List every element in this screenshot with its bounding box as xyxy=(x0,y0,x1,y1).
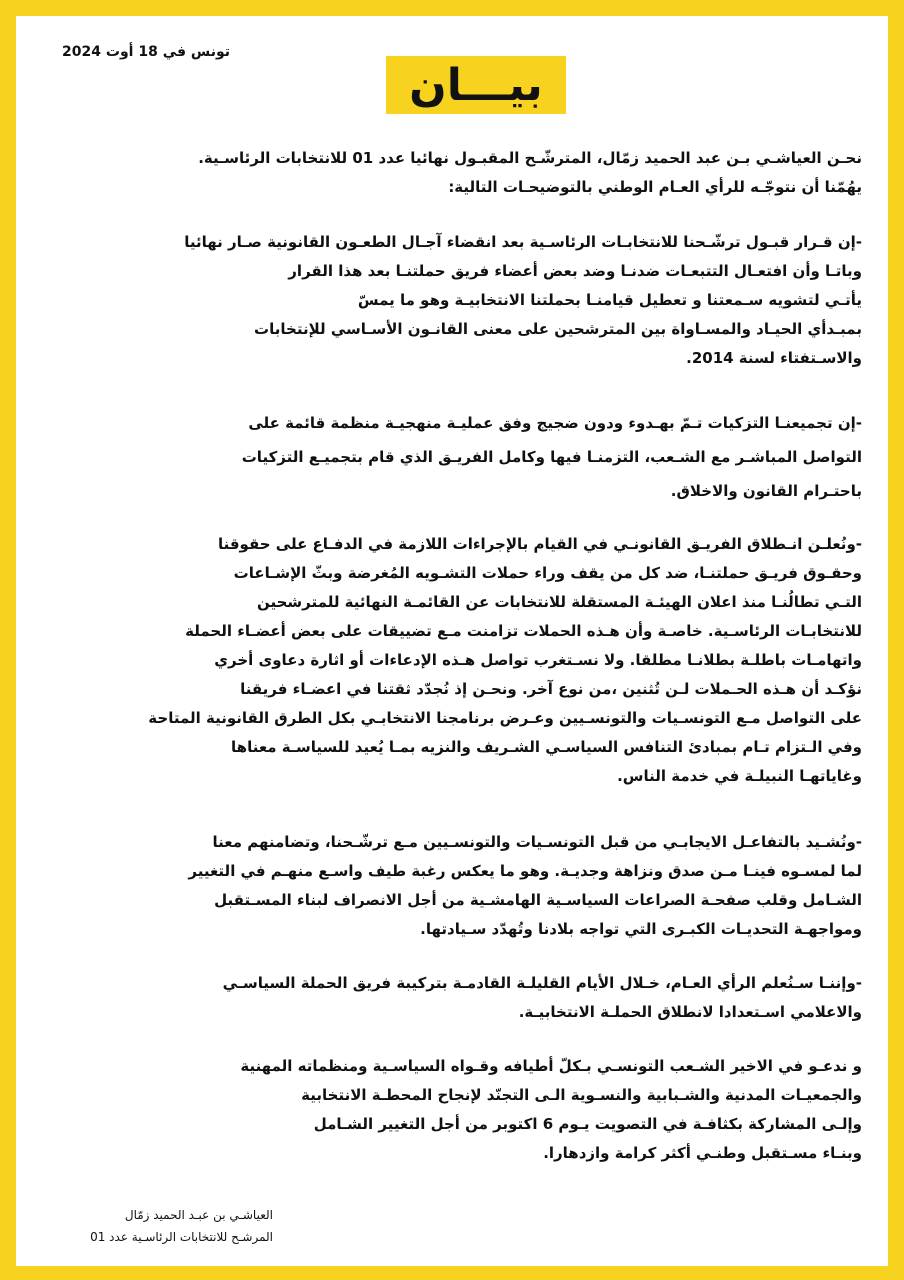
paragraph-line: وإلـى المشاركة بكثافـة في التصويت يـوم 6 اكتوبر من أجل التغيير الشـامل xyxy=(313,1115,862,1133)
paragraph-line: والاسـتفتاء لسنة 2014. xyxy=(686,349,862,367)
paragraph-legal-team xyxy=(40,530,862,791)
paragraph-line: لما لمسـوه فينـا مـن صدق ونزاهة وجديـة. وهو ما يعكس رغبة طيف واسـع منهـم في التغيير xyxy=(188,862,862,880)
paragraph-line: للانتخابـات الرئاسـية. خاصـة وأن هـذه الحملات تزامنت مـع تضييقات على بعض أعضـاء الحملة xyxy=(185,622,862,640)
paragraph-line: التـي تطالُنـا منذ اعلان الهيئـة المستقلة للانتخابات عن القائمـة النهائية للمترشحين xyxy=(257,593,862,611)
signature-block xyxy=(90,1204,273,1248)
paragraph-line: و ندعـو في الاخير الشـعب التونسـي بـكلّ أطيافه وقـواه السياسـية ومنظماته المهنية xyxy=(240,1057,862,1075)
paragraph-line: يأتـي لتشويه سـمعتنا و تعطيل قيامنـا بحملتنا الانتخابيـة وهو ما يمسّ xyxy=(357,291,862,309)
date-line: تونس في 18 أوت 2024 xyxy=(62,44,230,60)
paragraph-line: على التواصل مـع التونسـيات والتونسـيين وعـرض برنامجنا الانتخابـي بكل الطرق القانونية المتاحة xyxy=(148,709,862,727)
paragraph-line: باحتـرام القانون والاخلاق. xyxy=(670,482,862,500)
paragraph-line: الشـامل وقلب صفحـة الصراعات السياسـية الهامشـية من أجل الانصراف لبناء المسـتقبل xyxy=(214,891,862,909)
paragraph-line: وفي الـتزام تـام بمبادئ التنافس السياسـي الشـريف والنزيه بمـا يُعيد للسياسـة معناها xyxy=(231,738,862,756)
paragraph-praise xyxy=(40,828,862,944)
paragraph-legal-finality xyxy=(40,228,862,373)
statement-page xyxy=(16,16,888,1266)
paragraph-line: -إن تجميعنـا التزكيات تـمّ بهـدوء ودون ضجيج وفق عمليـة منهجيـة منظمة قائمة على xyxy=(248,414,862,432)
paragraph-line: وغاياتهـا النبيلـة في خدمة الناس. xyxy=(617,767,862,785)
paragraph-line: وباتـا وأن افتعـال التتبعـات ضدنـا وضد بعض أعضاء فريق حملتنـا بعد هذا القرار xyxy=(288,262,862,280)
paragraph-line: -إن قـرار قبـول ترشّـحنا للانتخابـات الرئاسـية بعد انقضاء آجـال الطعـون القانونية صـار نهائيا xyxy=(184,233,862,251)
paragraph-line: نؤكـد أن هـذه الحـملات لـن تُثنين ،من نوع آخر. ونحـن إذ نُجدّد ثقتنا في اعضـاء فريقنا xyxy=(240,680,862,698)
signature-name: العياشـي بن عبـد الحميد زمّال xyxy=(124,1208,273,1222)
title-banner xyxy=(386,56,566,114)
intro-line: نحـن العياشـي بـن عبد الحميد زمّال، المترشّـح المقبـول نهائيا عدد 01 للانتخابات الرئاسـية. xyxy=(198,149,862,167)
page-title: بيـــان xyxy=(409,59,543,111)
paragraph-line: وبنـاء مسـتقبل وطنـي أكثر كرامة وازدهارا. xyxy=(543,1144,862,1162)
paragraph-line: واتهامـات باطلـة بطلانـا مطلقا. ولا نسـتغرب تواصل هـذه الإدعاءات أو اثارة دعاوى أخري xyxy=(214,651,862,669)
paragraph-line: التواصل المباشـر مع الشـعب، التزمنـا فيها وكامل الفريـق الذي قام بتجميـع التزكيات xyxy=(241,448,862,466)
intro-block xyxy=(40,144,862,202)
paragraph-endorsements xyxy=(40,406,862,508)
paragraph-line: وحقـوق فريـق حملتنـا، ضد كل من يقف وراء حملات التشـويه المُغرضة وبثّ الإشـاعات xyxy=(233,564,862,582)
paragraph-line: -وإننـا سـنُعلم الرأي العـام، خـلال الأيام القليلـة القادمـة بتركيبة فريق الحملة السياسـي xyxy=(222,974,862,992)
paragraph-line: والجمعيـات المدنية والشـبابية والنسـوية الـى التجنّد لإنجاح المحطـة الانتخابية xyxy=(301,1086,862,1104)
signature-role: المرشـح للانتخابات الرئاسـية عدد 01 xyxy=(90,1230,273,1244)
paragraph-line: والاعلامي اسـتعدادا لانطلاق الحملـة الانتخابيـة. xyxy=(518,1003,862,1021)
paragraph-line: -ونُشـيد بالتفاعـل الايجابـي من قبل التونسـيات والتونسـيين مـع ترشّـحنا، وتضامنهم معنا xyxy=(212,833,862,851)
paragraph-campaign-team xyxy=(40,969,862,1027)
paragraph-line: بمبـدأي الحيـاد والمسـاواة بين المترشحين على معنى القانـون الأسـاسي للإنتخابات xyxy=(254,320,862,338)
paragraph-line: ومواجهـة التحديـات الكبـرى التي تواجه بلادنا وتُهدّد سـيادتها. xyxy=(420,920,862,938)
intro-line: يهُمّنا أن نتوجّـه للرأي العـام الوطني بالتوضيحـات التالية: xyxy=(448,178,862,196)
paragraph-line: -ونُعلـن انـطلاق الفريـق القانونـي في القيام بالإجراءات اللازمة في الدفـاع على حقوقنا xyxy=(217,535,862,553)
paragraph-call-to-vote xyxy=(40,1052,862,1168)
